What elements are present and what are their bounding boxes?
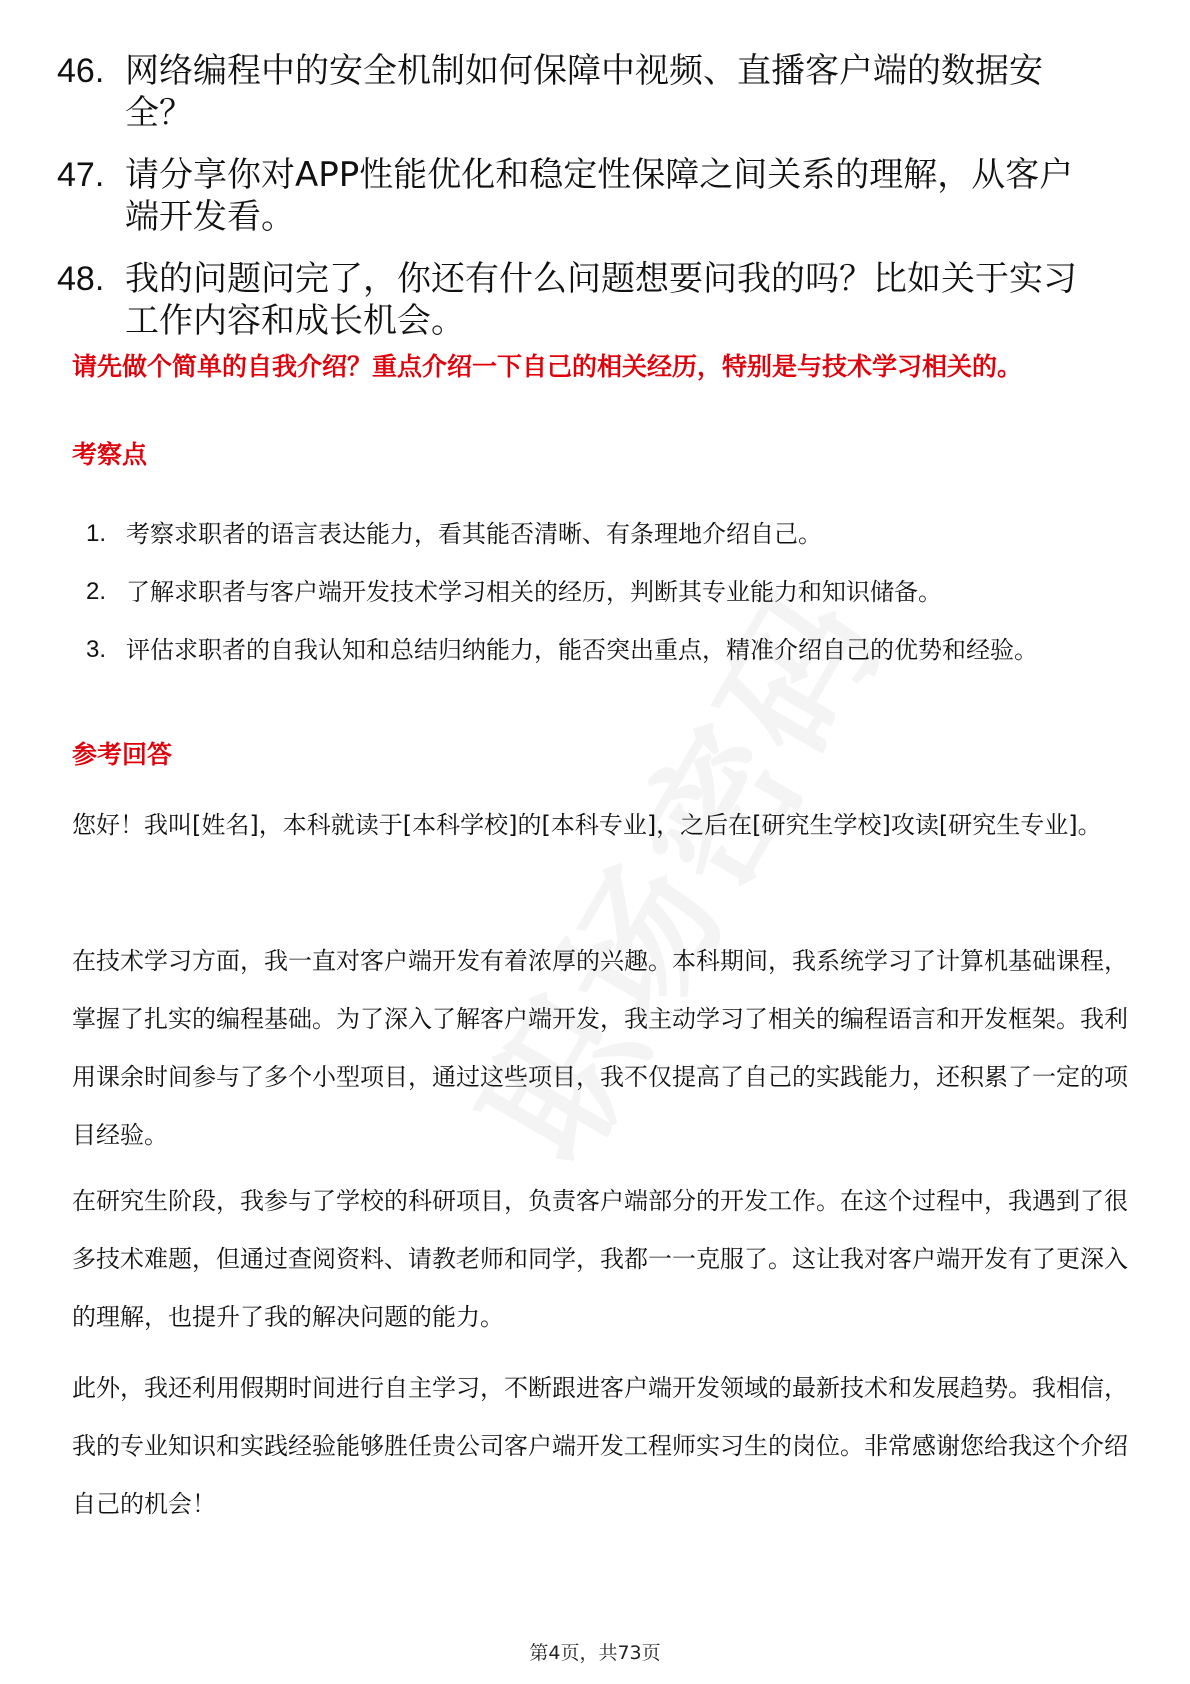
question-text: 网络编程中的安全机制如何保障中视频、直播客户端的数据安全？	[125, 51, 1043, 133]
focus-point	[86, 505, 1126, 563]
focus-point-text: 了解求职者与客户端开发技术学习相关的经历，判断其专业能力和知识储备。	[126, 578, 942, 606]
answer-paragraph: 在研究生阶段，我参与了学校的科研项目，负责客户端部分的开发工作。在这个过程中，我遇到了很多技术难题，但通过查阅资料、请教老师和同学，我都一一克服了。这让我对客户端开发有了更深入的理解，也提升了我的解决问题的能力。	[72, 1187, 1128, 1331]
answer-label: 参考回答	[72, 740, 173, 769]
answer-paragraph: 在技术学习方面，我一直对客户端开发有着浓厚的兴趣。本科期间，我系统学习了计算机基础课程，掌握了扎实的编程基础。为了深入了解客户端开发，我主动学习了相关的编程语言和开发框架。我利用课余时间参与了多个小型项目，通过这些项目，我不仅提高了自己的实践能力，还积累了一定的项目经验。	[72, 947, 1128, 1149]
focus-points-list	[86, 505, 1126, 679]
question-number: 46.	[57, 52, 105, 90]
answer-paragraph: 此外，我还利用假期时间进行自主学习，不断跟进客户端开发领域的最新技术和发展趋势。我相信，我的专业知识和实践经验能够胜任贵公司客户端开发工程师实习生的岗位。非常感谢您给我这个介绍自己的机会！	[72, 1374, 1128, 1518]
question-item	[57, 154, 1137, 238]
question-number: 48.	[57, 260, 105, 298]
focus-point	[86, 621, 1126, 679]
question-text: 我的问题问完了，你还有什么问题想要问我的吗？比如关于实习工作内容和成长机会。	[125, 259, 1077, 341]
focus-point-text: 评估求职者的自我认知和总结归纳能力，能否突出重点，精准介绍自己的优势和经验。	[126, 636, 1038, 664]
question-number: 47.	[57, 156, 105, 194]
question-heading: 请先做个简单的自我介绍？重点介绍一下自己的相关经历，特别是与技术学习相关的。	[72, 352, 1023, 381]
focus-point-number: 3.	[86, 636, 107, 663]
answer-paragraph: 您好！我叫[姓名]，本科就读于[本科学校]的[本科专业]，之后在[研究生学校]攻读[研究生专业]。	[72, 811, 1102, 839]
focus-label: 考察点	[72, 440, 148, 469]
focus-point-text: 考察求职者的语言表达能力，看其能否清晰、有条理地介绍自己。	[126, 520, 822, 548]
focus-point	[86, 563, 1126, 621]
question-list	[57, 50, 1137, 362]
page-footer: 第4页，共73页	[529, 1642, 661, 1664]
question-text: 请分享你对APP性能优化和稳定性保障之间关系的理解，从客户端开发看。	[125, 155, 1074, 237]
question-item	[57, 50, 1137, 134]
question-item	[57, 258, 1137, 342]
focus-point-number: 2.	[86, 578, 107, 605]
focus-point-number: 1.	[86, 520, 107, 547]
